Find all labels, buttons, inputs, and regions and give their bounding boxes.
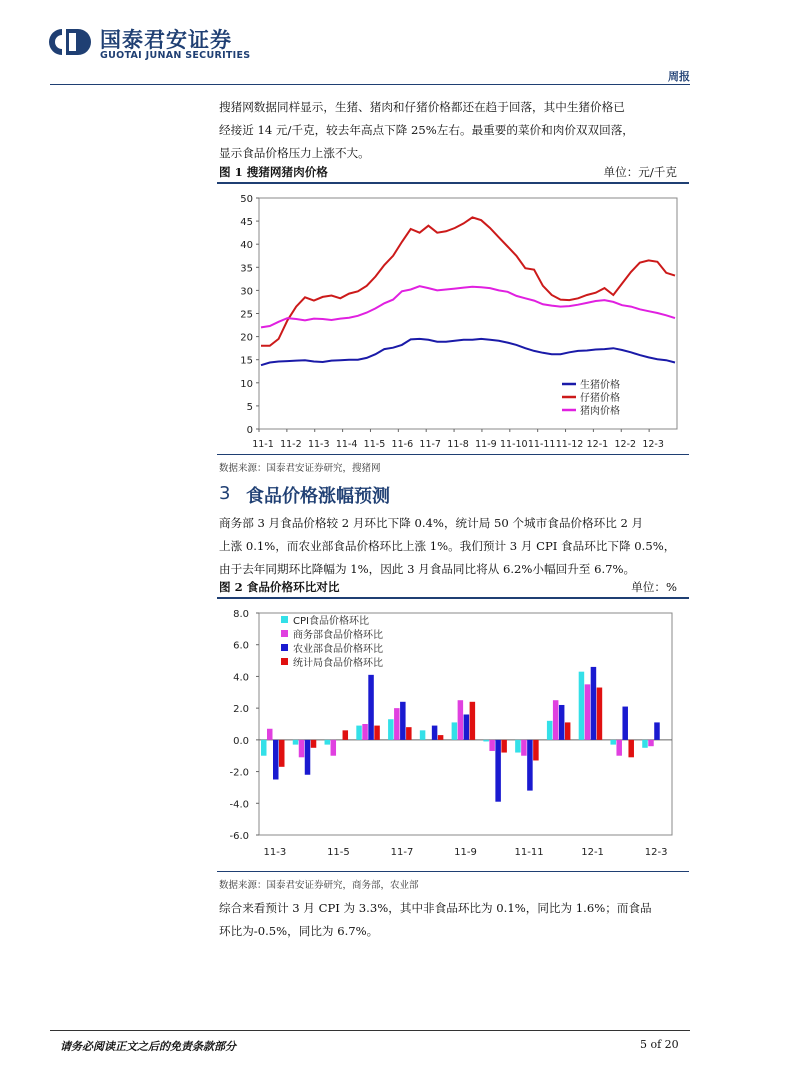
report-type-label: 周报	[668, 70, 690, 83]
bar	[374, 726, 380, 740]
bar	[406, 727, 412, 740]
legend-swatch	[281, 658, 288, 665]
legend-label: 农业部食品价格环比	[293, 644, 383, 655]
bar	[648, 740, 654, 746]
bar	[394, 708, 400, 740]
figure1-title-bar	[217, 162, 689, 184]
bar	[616, 740, 622, 756]
legend-label: 商务部食品价格环比	[293, 630, 383, 641]
bar	[273, 740, 279, 780]
bar	[533, 740, 539, 761]
footer-divider	[50, 1030, 690, 1031]
bar	[597, 688, 603, 740]
intro-line: 显示食品价格压力上涨不大。	[219, 146, 370, 160]
company-logo-icon	[48, 28, 92, 56]
figure2-chart-frame	[217, 601, 689, 872]
bar	[654, 722, 660, 739]
bar	[565, 722, 571, 739]
bar	[420, 730, 426, 740]
x-tick-label: 11-7	[390, 847, 414, 858]
bar	[521, 740, 527, 756]
bar	[553, 700, 559, 740]
x-tick-label: 11-9	[454, 847, 477, 858]
x-tick-label: 12-2	[614, 439, 637, 450]
figure2-title: 图 2 食品价格环比对比	[219, 580, 340, 594]
bar	[489, 740, 495, 751]
y-tick-label: 5	[246, 401, 253, 413]
bar	[579, 672, 585, 740]
x-tick-label: 11-11	[527, 439, 556, 450]
bar	[501, 740, 507, 753]
brand-name-en: GUOTAI JUNAN SECURITIES	[100, 50, 251, 61]
x-tick-label: 11-11	[514, 847, 544, 858]
x-tick-label: 11-12	[555, 439, 584, 450]
bar	[261, 740, 267, 756]
bar	[432, 726, 438, 740]
x-tick-label: 11-5	[363, 439, 386, 450]
section3-line: 商务部 3 月食品价格较 2 月环比下降 0.4%，统计局 50 个城市食品价格环比 2 月	[219, 516, 644, 530]
y-tick-label: 8.0	[233, 609, 249, 620]
bar	[547, 721, 553, 740]
bar	[356, 726, 362, 740]
section3-line: 上涨 0.1%，而农业部食品价格环比上涨 1%。我们预计 3 月 CPI 食品环比下降 0.5%，	[219, 539, 676, 553]
x-tick-label: 11-8	[447, 439, 469, 450]
y-tick-label: 4.0	[233, 672, 249, 684]
bar	[610, 740, 616, 745]
y-tick-label: 30	[240, 286, 253, 298]
section-title: 食品价格涨幅预测	[246, 486, 390, 507]
figure1-chart-frame	[217, 186, 689, 455]
bar	[279, 740, 285, 767]
brand-name-cn: 国泰君安证券	[100, 28, 232, 52]
legend-label: 猪肉价格	[580, 406, 620, 417]
y-tick-label: 40	[240, 240, 253, 252]
figure2-source: 数据来源：国泰君安证券研究，商务部，农业部	[219, 880, 419, 891]
figure1-source: 数据来源：国泰君安证券研究，搜猪网	[219, 463, 381, 474]
bar	[515, 740, 521, 753]
y-tick-label: -4.0	[229, 799, 249, 811]
intro-line: 搜猪网数据同样显示，生猪、猪肉和仔猪价格都还在趋于回落，其中生猪价格已	[219, 100, 625, 114]
closing-line: 综合来看预计 3 月 CPI 为 3.3%，其中非食品环比为 0.1%，同比为 1.6%；而食品	[219, 901, 652, 915]
figure2-unit: 单位：%	[631, 580, 677, 594]
figure1-unit: 单位：元/千克	[603, 165, 677, 179]
bar	[343, 730, 349, 740]
x-tick-label: 11-4	[335, 439, 358, 450]
bar	[458, 700, 464, 740]
legend-swatch	[281, 630, 288, 637]
section3-line: 由于去年同期环比降幅为 1%，因此 3 月食品同比将从 6.2%小幅回升至 6.7%。	[219, 562, 636, 576]
x-tick-label: 12-3	[642, 439, 664, 450]
y-tick-label: -6.0	[229, 831, 249, 842]
bar	[331, 740, 337, 756]
bar	[305, 740, 311, 775]
legend-label: 仔猪价格	[580, 393, 620, 404]
bar	[267, 729, 273, 740]
bar	[325, 740, 331, 745]
bar	[400, 702, 406, 740]
bar	[464, 714, 470, 739]
x-tick-label: 11-10	[499, 439, 528, 450]
closing-paragraph	[219, 897, 694, 943]
x-tick-label: 12-1	[581, 847, 604, 858]
y-tick-label: -2.0	[229, 767, 249, 779]
bar	[299, 740, 305, 757]
x-tick-label: 11-3	[263, 847, 287, 858]
bar	[368, 675, 374, 740]
header-divider	[50, 84, 690, 85]
bar	[293, 740, 299, 745]
section3-paragraph	[219, 512, 694, 581]
closing-line: 环比为-0.5%，同比为 6.7%。	[219, 924, 379, 938]
bar	[452, 722, 458, 739]
y-tick-label: 45	[240, 217, 253, 229]
footer-disclaimer: 请务必阅读正文之后的免责条款部分	[60, 1040, 236, 1053]
bar	[311, 740, 317, 748]
y-tick-label: 0	[246, 425, 253, 436]
bar	[628, 740, 634, 757]
y-tick-label: 20	[240, 332, 253, 344]
bar	[483, 740, 489, 742]
bar	[362, 724, 368, 740]
section-number: 3	[219, 483, 231, 504]
page-number: 5 of 20	[640, 1038, 679, 1051]
bar	[622, 707, 628, 740]
y-tick-label: 10	[240, 378, 253, 390]
bar	[527, 740, 533, 791]
x-tick-label: 11-9	[475, 439, 497, 450]
x-tick-label: 11-6	[391, 439, 414, 450]
x-tick-label: 11-7	[419, 439, 441, 450]
bar	[495, 740, 501, 802]
legend-label: CPI食品价格环比	[293, 616, 369, 627]
legend-label: 统计局食品价格环比	[293, 658, 383, 669]
bar	[559, 705, 565, 740]
bar	[470, 702, 476, 740]
pork-price-line-chart	[217, 186, 689, 454]
y-tick-label: 50	[240, 194, 253, 205]
y-tick-label: 35	[240, 263, 253, 275]
legend-label: 生猪价格	[580, 380, 620, 391]
bar	[591, 667, 597, 740]
bar	[438, 735, 444, 740]
bar	[585, 684, 591, 740]
y-tick-label: 2.0	[233, 704, 249, 716]
x-tick-label: 11-3	[307, 439, 330, 450]
y-tick-label: 15	[240, 355, 253, 367]
y-tick-label: 6.0	[233, 640, 249, 652]
figure2-title-bar	[217, 577, 689, 599]
legend-swatch	[281, 644, 288, 651]
y-tick-label: 0.0	[233, 735, 249, 747]
intro-paragraph	[219, 96, 694, 165]
bar	[642, 740, 648, 748]
x-tick-label: 11-2	[280, 439, 302, 450]
figure1-title: 图 1 搜猪网猪肉价格	[219, 165, 328, 179]
y-tick-label: 25	[240, 309, 253, 321]
intro-line: 经接近 14 元/千克，较去年高点下降 25%左右。最重要的菜价和肉价双双回落，	[219, 123, 634, 137]
x-tick-label: 11-1	[252, 439, 274, 450]
x-tick-label: 11-5	[327, 847, 350, 858]
bar	[388, 719, 394, 740]
x-tick-label: 12-1	[586, 439, 609, 450]
food-price-mom-bar-chart	[217, 601, 689, 871]
legend-swatch	[281, 616, 288, 623]
x-tick-label: 12-3	[644, 847, 668, 858]
